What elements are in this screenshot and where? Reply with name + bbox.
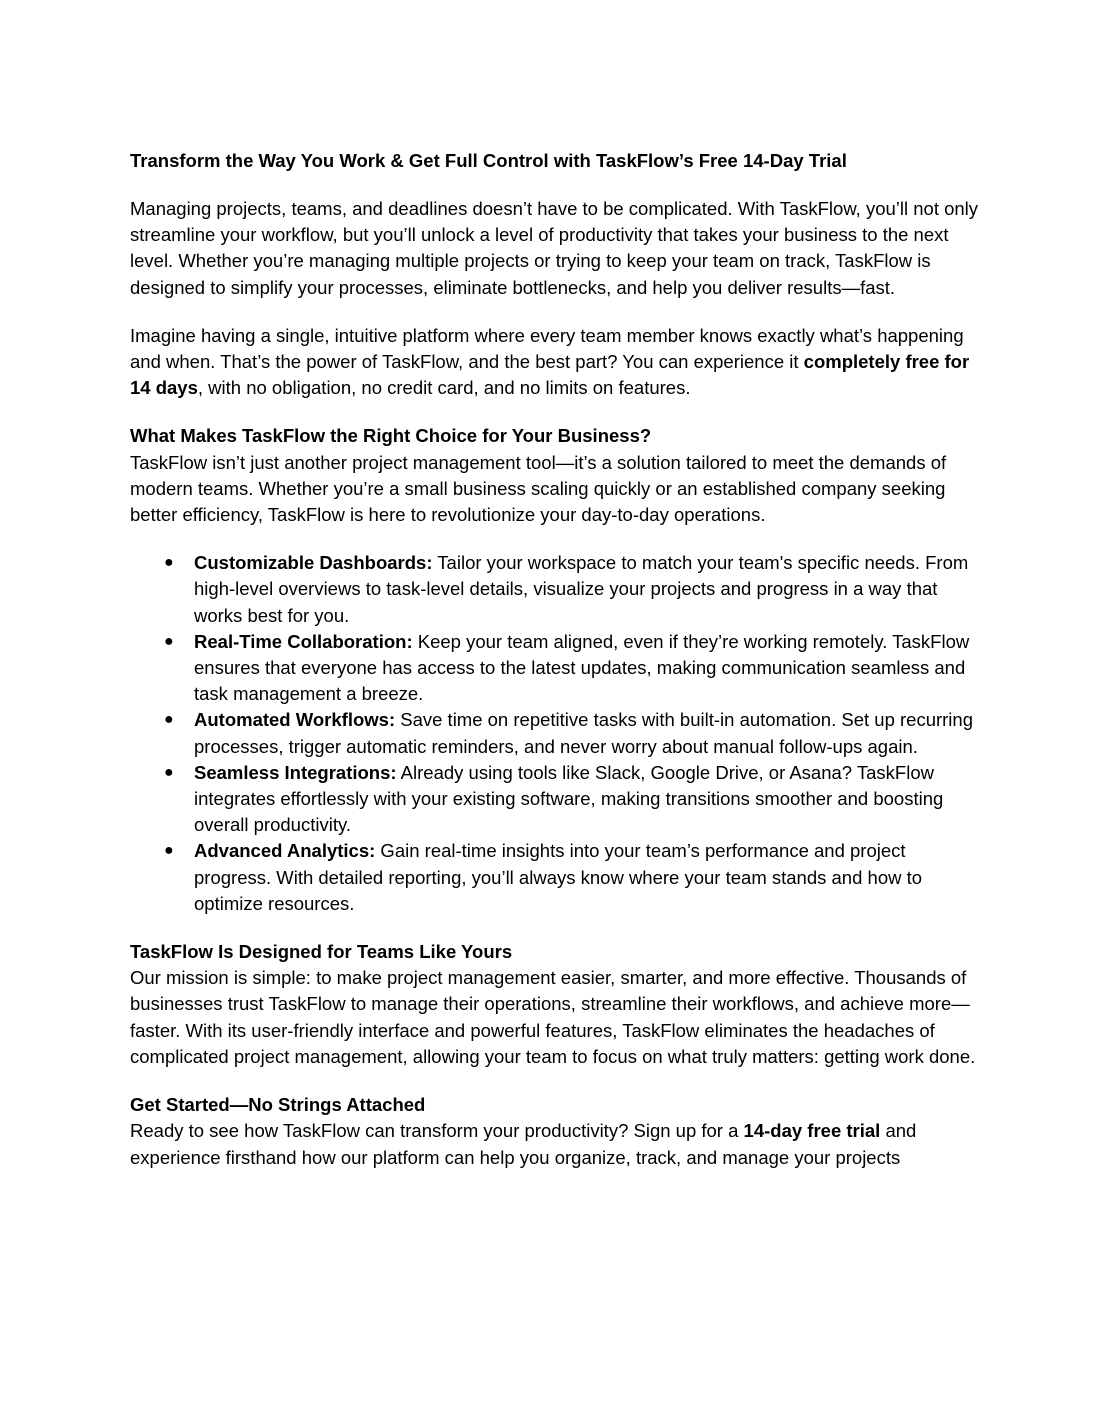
intro-paragraph: Managing projects, teams, and deadlines doesn’t have to be complicated. With TaskFlow, you’ll not only streamline your workflow, but you’ll unlock a level of productivity that takes your business to the next level. Whether you’re managing multiple projects or trying to keep your team on track, TaskFlow is designed to simplify your processes, eliminate bottlenecks, and help you deliver results—fast. [130,198,979,298]
document-title: Transform the Way You Work & Get Full Control with TaskFlow’s Free 14-Day Trial [130,150,847,171]
bullet-icon: ● [164,711,174,729]
feature-label: Advanced Analytics: [194,840,376,862]
feature-text: Tailor your workspace to match your team's specific needs. From high-level overviews to task-level details, visualize your projects and progress in a way that works best for you. [194,552,969,626]
feature-text: Gain real-time insights into your team’s performance and project progress. With detailed reporting, you’ll always know where your team stands and how to optimize resources. [194,840,923,914]
free-trial-paragraph [130,323,980,402]
free-trial-text-start: Imagine having a single, intuitive platform where every team member knows exactly what’s happening and when. That’s the power of TaskFlow, and the best part? You can experience it [130,324,964,373]
feature-item [130,629,980,708]
why-section-heading: What Makes TaskFlow the Right Choice for Your Business? [130,425,652,447]
free-trial-text-end: , with no obligation, no credit card, and no limits on features. [197,377,691,399]
feature-text: Save time on repetitive tasks with built-in automation. Set up recurring processes, trigger automatic reminders, and never worry about manual follow-ups again. [194,709,973,757]
bullet-icon: ● [164,763,174,781]
bullet-icon: ● [164,842,174,860]
free-trial-emphasis: completely free for 14 days [130,351,970,399]
feature-label: Seamless Integrations: [194,761,397,783]
get-started-body [130,1118,980,1170]
feature-item [130,838,980,917]
get-started-text-start: Ready to see how TaskFlow can transform your productivity? Sign up for a [130,1120,744,1142]
feature-label: Automated Workflows: [194,709,396,731]
teams-section-body: Our mission is simple: to make project management easier, smarter, and more effective. Thousands of businesses trust TaskFlow to manage their operations, streamline their workflows, and achieve more—faster. With its user-friendly interface and powerful features, TaskFlow eliminates the headaches of complicated project management, allowing your team to focus on what truly matters: getting work done. [130,967,976,1067]
bullet-icon: ● [164,554,174,572]
get-started-text-end: and experience firsthand how our platform can help you organize, track, and manage your projects [130,1120,917,1168]
bullet-icon: ● [164,632,174,650]
get-started-heading: Get Started—No Strings Attached [130,1094,426,1116]
feature-item [130,550,980,629]
teams-section-heading: TaskFlow Is Designed for Teams Like Yours [130,941,513,963]
feature-text: Already using tools like Slack, Google Drive, or Asana? TaskFlow integrates effortlessly with your existing software, making transitions smoother and boosting overall productivity. [194,761,944,836]
feature-item [130,707,980,759]
feature-label: Real-Time Collaboration: [194,630,413,652]
why-section-body: TaskFlow isn’t just another project management tool—it’s a solution tailored to meet the demands of modern teams. Whether you’re a small business scaling quickly or an established company seeking better efficiency, TaskFlow is here to revolutionize your day-to-day operations. [130,451,947,526]
document-page [130,148,980,1193]
feature-label: Customizable Dashboards: [194,552,433,574]
feature-list [130,550,980,917]
feature-text: Keep your team aligned, even if they’re working remotely. TaskFlow ensures that everyone has access to the latest updates, making communication seamless and task management a breeze. [194,630,970,705]
get-started-emphasis: 14-day free trial [743,1120,881,1142]
feature-item [130,760,980,839]
